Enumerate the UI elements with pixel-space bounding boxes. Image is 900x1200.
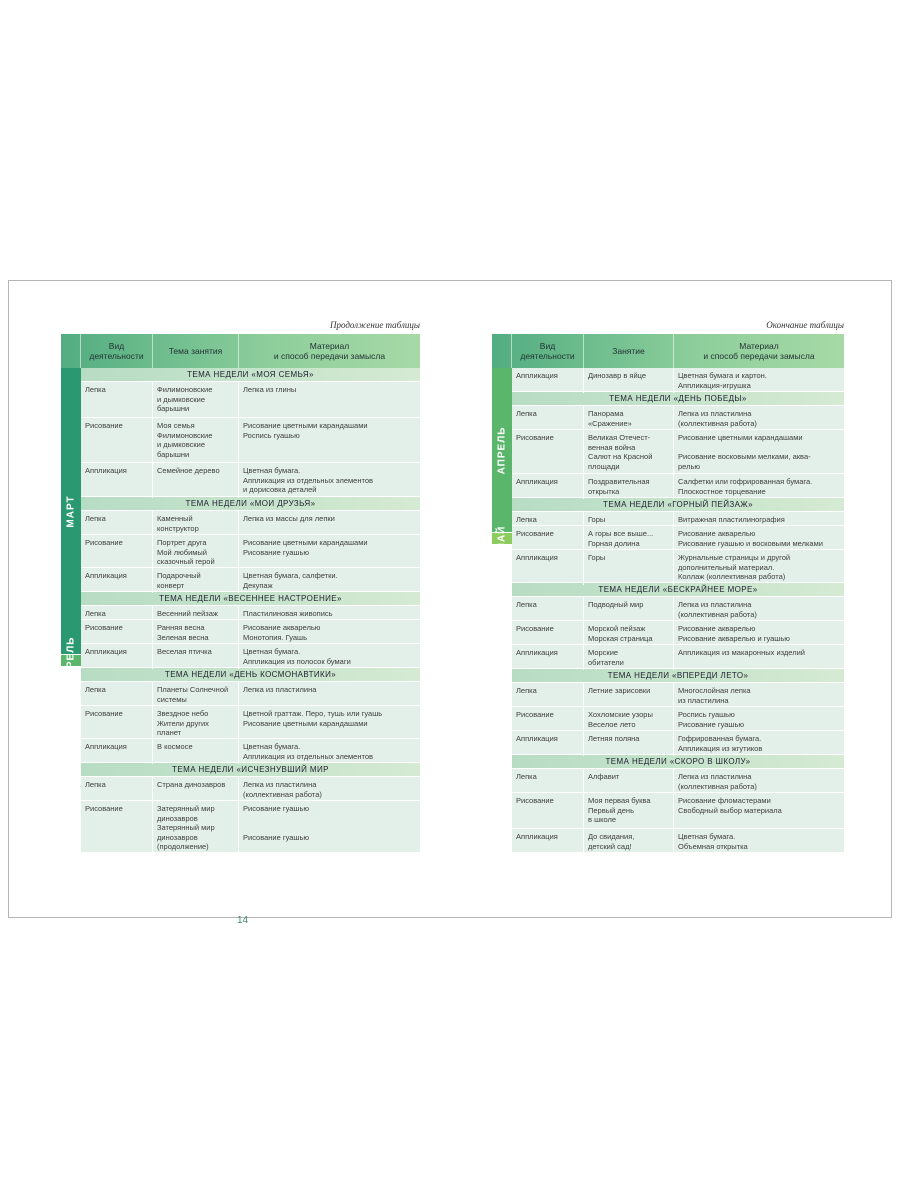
week-theme-row: ТЕМА НЕДЕЛИ «МОИ ДРУЗЬЯ» [81,497,420,511]
material-cell: Лепка из пластилина (коллективная работа) [678,409,757,428]
table-row [81,511,420,535]
topic-cell: Каменный конструктор [153,511,239,536]
header-activity-type: Вид деятельности [512,334,584,368]
header-topic: Занятие [584,334,674,368]
table-row [512,683,844,707]
month-label [61,368,81,655]
table-row [81,568,420,592]
month-name: АПРЕЛЬ [65,636,77,685]
activity-cell: Аппликация [81,568,153,593]
activity-cell: Лепка [512,597,584,622]
week-theme-row: ТЕМА НЕДЕЛИ «ГОРНЫЙ ПЕЙЗАЖ» [512,498,844,512]
topic-cell: Портрет друга Мой любимый сказочный герой [153,535,239,570]
material-cell: Рисование акварелью Рисование акварелью и гуашью [678,624,790,643]
month-label [492,368,512,533]
material-cell: Рисование гуашью Рисование гуашью [243,804,309,842]
header-material: Материал и способ передачи замысла [703,341,815,361]
activity-cell: Лепка [81,382,153,417]
material-cell: Рисование цветными карандашами Роспись гуашью [243,421,368,440]
material-cell: Многослойная лепка из пластилина [678,686,751,705]
topic-cell: Хохломские узоры Веселое лето [584,707,674,732]
topic-cell: Подводный мир [584,597,674,622]
topic-cell: Ранняя весна Зеленая весна [153,620,239,645]
month-name: МАРТ [65,494,77,528]
material-cell: Лепка из пластилина (коллективная работа) [678,600,757,619]
topic-cell: Филимоновские и дымковские барышни [153,382,239,417]
table-row [81,382,420,418]
material-cell: Рисование акварелью Монотопия. Гуашь [243,623,321,642]
activity-cell: Рисование [81,418,153,462]
material-cell: Рисование акварелью Рисование гуашью и восковыми мелками [678,529,823,548]
activity-cell: Лепка [512,512,584,528]
topic-cell: Моя первая буква Первый день в школе [584,793,674,828]
table-row [81,418,420,463]
topic-cell: Семейное дерево [153,463,239,498]
table-row [512,829,844,853]
material-cell: Цветная бумага, салфетки. Декупаж [243,571,338,590]
activity-cell: Лепка [512,683,584,708]
material-cell: Рисование цветными карандашами Рисование восковыми мелками, аква- релью [678,433,811,471]
activity-cell: Рисование [81,620,153,645]
table-row [81,682,420,706]
activity-cell: Рисование [512,526,584,551]
table-row [81,606,420,620]
header-topic: Тема занятия [153,334,239,368]
page-number: 14 [237,915,249,926]
table-row [512,430,844,474]
topic-cell: Горы [584,550,674,585]
topic-cell: Великая Отечест- венная война Салют на Красной площади [584,430,674,474]
table-row [512,731,844,755]
material-cell: Роспись гуашью Рисование гуашью [678,710,744,729]
topic-cell: Моя семья Филимоновские и дымковские барышни [153,418,239,462]
topic-cell: Поздравительная открытка [584,474,674,499]
material-cell: Цветная бумага и картон. Аппликация-игрушка [678,371,767,390]
activity-cell: Лепка [512,769,584,794]
activity-table [492,334,844,874]
activity-cell: Аппликация [512,645,584,670]
topic-cell: А горы все выше... Горная долина [584,526,674,551]
week-theme-row: ТЕМА НЕДЕЛИ «ИСЧЕЗНУВШИЙ МИР [81,763,420,777]
continuation-title: Продолжение таблицы [329,320,420,330]
topic-cell: Алфавит [584,769,674,794]
material-cell: Цветная бумага. Аппликация из отдельных элементов и дорисовка деталей [243,466,373,494]
table-row [512,368,844,392]
table-row [512,526,844,550]
activity-cell: Лепка [512,406,584,431]
table-row [81,463,420,497]
activity-cell: Лепка [81,511,153,536]
table-row [512,769,844,793]
topic-cell: Горы [584,512,674,528]
table-row [81,739,420,763]
book-spread [8,280,892,926]
activity-cell: Лепка [81,606,153,622]
table-header [492,334,844,368]
month-label [492,525,512,552]
activity-cell: Лепка [81,777,153,802]
table-row [81,535,420,568]
table-body [81,368,420,872]
activity-cell: Аппликация [81,739,153,764]
week-theme-row: ТЕМА НЕДЕЛИ «ВПЕРЕДИ ЛЕТО» [512,669,844,683]
table-header [61,334,420,368]
table-row [512,597,844,621]
week-theme-row: ТЕМА НЕДЕЛИ «ДЕНЬ ПОБЕДЫ» [512,392,844,406]
activity-table [61,334,420,872]
activity-cell: Рисование [512,430,584,474]
week-theme-row: ТЕМА НЕДЕЛИ «БЕСКРАЙНЕЕ МОРЕ» [512,583,844,597]
table-row [81,777,420,801]
month-label [61,636,81,685]
table-body [512,368,844,874]
activity-cell: Аппликация [512,368,584,393]
activity-cell: Рисование [512,621,584,646]
material-cell: Рисование фломастерами Свободный выбор материала [678,796,782,815]
month-name: МАЙ [496,525,508,552]
material-cell: Лепка из глины [243,385,297,394]
activity-cell: Рисование [512,793,584,828]
topic-cell: Динозавр в яйце [584,368,674,393]
activity-cell: Рисование [81,706,153,741]
material-cell: Цветной граттаж. Перо, тушь или гуашь Рисование цветными карандашами [243,709,383,728]
topic-cell: Весенний пейзаж [153,606,239,622]
topic-cell: Морской пейзаж Морская страница [584,621,674,646]
table-row [512,550,844,583]
table-row [512,512,844,526]
topic-cell: Звездное небо Жители других планет [153,706,239,741]
material-cell: Лепка из пластилина (коллективная работа) [678,772,757,791]
table-row [81,620,420,644]
week-theme-row: ТЕМА НЕДЕЛИ «СКОРО В ШКОЛУ» [512,755,844,769]
topic-cell: Летняя поляна [584,731,674,756]
topic-cell: Летние зарисовки [584,683,674,708]
topic-cell: Затерянный мир динозавров Затерянный мир динозавров (продолжение) [153,801,239,855]
table-row [512,406,844,430]
material-cell: Цветная бумага. Аппликация из полосок бумаги [243,647,351,666]
material-cell: Журнальные страницы и другой дополнительный материал. Коллаж (коллективная работа) [678,553,791,581]
material-cell: Пластилиновая живопись [243,609,333,618]
continuation-title: Окончание таблицы [766,320,844,330]
topic-cell: Подарочный конверт [153,568,239,593]
topic-cell: Веселая птичка [153,644,239,669]
topic-cell: Панорама «Сражение» [584,406,674,431]
right-page [492,319,844,874]
table-row [512,474,844,498]
month-column [61,368,81,872]
table-row [512,793,844,829]
week-theme-row: ТЕМА НЕДЕЛИ «ВЕСЕННЕЕ НАСТРОЕНИЕ» [81,592,420,606]
header-material: Материал и способ передачи замысла [273,341,386,361]
topic-cell: В космосе [153,739,239,764]
topic-cell: Страна динозавров [153,777,239,802]
material-cell: Лепка из пластилина [243,685,317,694]
table-row [81,706,420,739]
material-cell: Лепка из массы для лепки [243,514,335,523]
left-page [61,319,420,926]
table-row [81,644,420,668]
topic-cell: Планеты Солнечной системы [153,682,239,707]
activity-cell: Аппликация [81,463,153,498]
topic-cell: До свидания, детский сад! [584,829,674,854]
activity-cell: Аппликация [512,550,584,585]
material-cell: Лепка из пластилина (коллективная работа) [243,780,322,799]
material-cell: Аппликация из макаронных изделий [678,648,805,657]
topic-cell: Морские обитатели [584,645,674,670]
activity-cell: Аппликация [81,644,153,669]
table-row [512,621,844,645]
material-cell: Рисование цветными карандашами Рисование гуашью [243,538,368,557]
month-name: АПРЕЛЬ [496,426,508,474]
material-cell: Витражная пластилинография [678,515,785,524]
activity-cell: Лепка [81,682,153,707]
activity-cell: Аппликация [512,731,584,756]
table-row [512,645,844,669]
material-cell: Гофрированная бумага. Аппликация из жгутиков [678,734,763,753]
material-cell: Цветная бумага. Объемная открытка [678,832,748,851]
activity-cell: Аппликация [512,829,584,854]
activity-cell: Аппликация [512,474,584,499]
activity-cell: Рисование [81,535,153,570]
table-row [81,801,420,853]
week-theme-row: ТЕМА НЕДЕЛИ «ДЕНЬ КОСМОНАВТИКИ» [81,668,420,682]
table-row [512,707,844,731]
header-blank [492,334,512,368]
header-blank [61,334,81,368]
activity-cell: Рисование [512,707,584,732]
week-theme-row: ТЕМА НЕДЕЛИ «МОЯ СЕМЬЯ» [81,368,420,382]
month-column [492,368,512,874]
header-activity-type: Вид деятельности [81,334,153,368]
material-cell: Цветная бумага. Аппликация из отдельных элементов [243,742,373,761]
activity-cell: Рисование [81,801,153,855]
material-cell: Салфетки или гофрированная бумага. Плоскостное торцевание [678,477,813,496]
